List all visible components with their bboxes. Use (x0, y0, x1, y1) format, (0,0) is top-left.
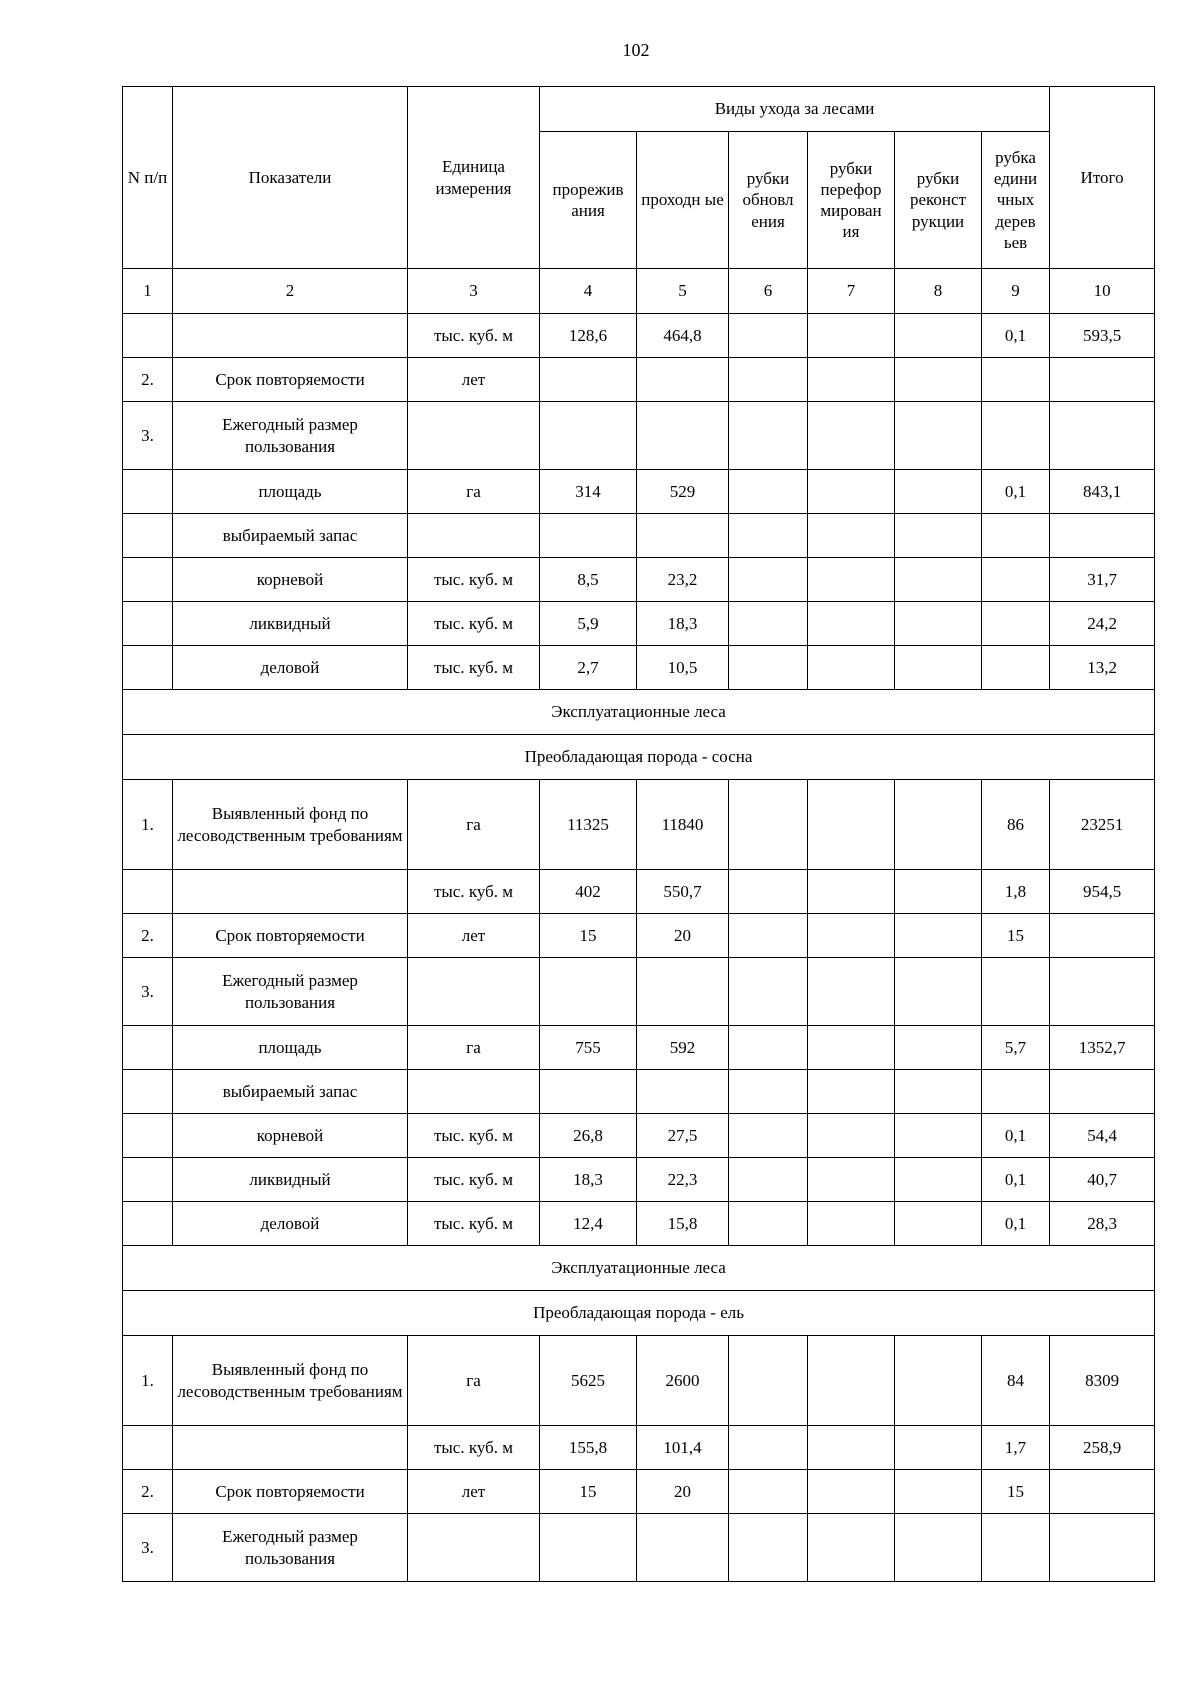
table-cell: 40,7 (1050, 1158, 1155, 1202)
table-cell (895, 514, 982, 558)
table-cell (729, 1336, 808, 1426)
table-cell (1050, 958, 1155, 1026)
table-cell: 54,4 (1050, 1114, 1155, 1158)
table-cell (729, 1070, 808, 1114)
table-cell: 84 (982, 1336, 1050, 1426)
table-cell (637, 1070, 729, 1114)
table-cell (729, 1514, 808, 1582)
table-cell (808, 358, 895, 402)
table-cell: 15 (982, 1470, 1050, 1514)
table-cell (808, 646, 895, 690)
table-row (123, 870, 1155, 914)
table-cell: 5,9 (540, 602, 637, 646)
table-cell (1050, 1070, 1155, 1114)
header-care-type: рубка едини чных дерев ьев (982, 132, 1050, 269)
table-cell (1050, 1514, 1155, 1582)
table-cell (729, 558, 808, 602)
table-cell: тыс. куб. м (408, 314, 540, 358)
table-cell (123, 1114, 173, 1158)
table-cell: 529 (637, 470, 729, 514)
table-cell: 11840 (637, 780, 729, 870)
table-row (123, 958, 1155, 1026)
table-cell: 1. (123, 1336, 173, 1426)
table-cell (637, 958, 729, 1026)
table-row (123, 914, 1155, 958)
table-cell (982, 402, 1050, 470)
table-cell (408, 1514, 540, 1582)
table-cell (173, 1426, 408, 1470)
table-cell (123, 470, 173, 514)
section-title: Преобладающая порода - сосна (123, 735, 1155, 780)
table-row (123, 514, 1155, 558)
table-cell (1050, 402, 1155, 470)
table-cell: площадь (173, 470, 408, 514)
header-indicators: Показатели (173, 87, 408, 269)
table-cell (729, 914, 808, 958)
table-cell (982, 514, 1050, 558)
table-cell: 28,3 (1050, 1202, 1155, 1246)
table-cell: 3. (123, 958, 173, 1026)
section-row (123, 690, 1155, 735)
table-cell (729, 1470, 808, 1514)
table-cell: тыс. куб. м (408, 646, 540, 690)
table-cell (982, 602, 1050, 646)
table-cell: 15 (540, 914, 637, 958)
section-title: Преобладающая порода - ель (123, 1291, 1155, 1336)
table-cell: 843,1 (1050, 470, 1155, 514)
table-cell (173, 314, 408, 358)
table-cell: 2. (123, 358, 173, 402)
section-row (123, 735, 1155, 780)
table-cell: 11325 (540, 780, 637, 870)
table-cell: 18,3 (637, 602, 729, 646)
table-cell: деловой (173, 646, 408, 690)
section-row (123, 1246, 1155, 1291)
table-row (123, 1426, 1155, 1470)
table-cell: Ежегодный размер пользования (173, 1514, 408, 1582)
table-cell (540, 1070, 637, 1114)
table-cell (123, 514, 173, 558)
table-cell: 86 (982, 780, 1050, 870)
table-cell: корневой (173, 1114, 408, 1158)
table-cell (808, 1202, 895, 1246)
header-num: N п/п (123, 87, 173, 269)
table-cell: тыс. куб. м (408, 1158, 540, 1202)
table-cell: Ежегодный размер пользования (173, 958, 408, 1026)
table-row (123, 558, 1155, 602)
table-cell: 128,6 (540, 314, 637, 358)
table-cell: тыс. куб. м (408, 602, 540, 646)
table-cell (729, 602, 808, 646)
table-cell: Ежегодный размер пользования (173, 402, 408, 470)
table-cell: 15 (540, 1470, 637, 1514)
table-cell (982, 1514, 1050, 1582)
column-number: 8 (895, 269, 982, 314)
table-cell: 592 (637, 1026, 729, 1070)
table-cell: 22,3 (637, 1158, 729, 1202)
table-cell: лет (408, 358, 540, 402)
table-cell (808, 1114, 895, 1158)
table-cell (1050, 358, 1155, 402)
table-cell (808, 1514, 895, 1582)
section-title: Эксплуатационные леса (123, 690, 1155, 735)
table-cell (982, 958, 1050, 1026)
table-cell (808, 1026, 895, 1070)
table-row (123, 314, 1155, 358)
table-cell (982, 358, 1050, 402)
table-cell: тыс. куб. м (408, 1202, 540, 1246)
table-cell (729, 780, 808, 870)
table-cell (637, 514, 729, 558)
table-cell (637, 402, 729, 470)
table-cell (895, 870, 982, 914)
table-cell (729, 958, 808, 1026)
table-cell: 464,8 (637, 314, 729, 358)
table-cell: 0,1 (982, 314, 1050, 358)
table-cell: 2,7 (540, 646, 637, 690)
table-cell (895, 1336, 982, 1426)
table-cell: 12,4 (540, 1202, 637, 1246)
table-cell: тыс. куб. м (408, 1426, 540, 1470)
table-cell: 27,5 (637, 1114, 729, 1158)
column-number: 9 (982, 269, 1050, 314)
table-cell: 15 (982, 914, 1050, 958)
table-cell (729, 314, 808, 358)
header-care-type: прорежив ания (540, 132, 637, 269)
table-cell: 593,5 (1050, 314, 1155, 358)
table-cell: корневой (173, 558, 408, 602)
table-cell: 0,1 (982, 470, 1050, 514)
table-cell (895, 1514, 982, 1582)
table-cell (895, 780, 982, 870)
table-row (123, 1202, 1155, 1246)
table-cell (895, 314, 982, 358)
table-cell: 20 (637, 1470, 729, 1514)
table-cell (540, 514, 637, 558)
table-cell (808, 470, 895, 514)
table-cell: 1352,7 (1050, 1026, 1155, 1070)
header-total: Итого (1050, 87, 1155, 269)
table-cell (982, 558, 1050, 602)
table-cell: 314 (540, 470, 637, 514)
table-cell: 402 (540, 870, 637, 914)
table-cell (895, 1202, 982, 1246)
table-cell (895, 1070, 982, 1114)
table-cell: Срок повторяемости (173, 358, 408, 402)
table-cell (808, 1470, 895, 1514)
column-number: 3 (408, 269, 540, 314)
table-cell (895, 1114, 982, 1158)
table-cell (729, 1114, 808, 1158)
table-cell: 15,8 (637, 1202, 729, 1246)
table-cell: га (408, 1336, 540, 1426)
table-cell: 0,1 (982, 1202, 1050, 1246)
table-cell (808, 602, 895, 646)
table-row (123, 1070, 1155, 1114)
table-cell (123, 602, 173, 646)
table-cell (123, 646, 173, 690)
table-cell (808, 402, 895, 470)
table-cell: 31,7 (1050, 558, 1155, 602)
table-cell: 258,9 (1050, 1426, 1155, 1470)
table-cell: ликвидный (173, 1158, 408, 1202)
table-cell: 5625 (540, 1336, 637, 1426)
section-row (123, 1291, 1155, 1336)
column-number: 4 (540, 269, 637, 314)
table-cell: 755 (540, 1026, 637, 1070)
table-cell (808, 1158, 895, 1202)
column-number: 6 (729, 269, 808, 314)
table-cell: 2. (123, 914, 173, 958)
table-cell (808, 558, 895, 602)
table-cell (808, 958, 895, 1026)
table-cell (729, 514, 808, 558)
column-number: 2 (173, 269, 408, 314)
table-cell: 1,7 (982, 1426, 1050, 1470)
table-cell: га (408, 470, 540, 514)
table-cell: тыс. куб. м (408, 870, 540, 914)
table-cell: Выявленный фонд по лесоводственным требованиям (173, 1336, 408, 1426)
table-row (123, 646, 1155, 690)
header-care-type: проходн ые (637, 132, 729, 269)
table-row (123, 1026, 1155, 1070)
table-cell (408, 1070, 540, 1114)
table-cell (729, 1026, 808, 1070)
table-body (123, 314, 1155, 1582)
table-cell (895, 646, 982, 690)
table-cell (808, 1070, 895, 1114)
table-cell (123, 1426, 173, 1470)
header-care-type: рубки перефор мирован ия (808, 132, 895, 269)
table-cell: 2. (123, 1470, 173, 1514)
table-cell (895, 1470, 982, 1514)
table-cell (729, 1158, 808, 1202)
table-cell: тыс. куб. м (408, 1114, 540, 1158)
table-cell (808, 780, 895, 870)
section-title: Эксплуатационные леса (123, 1246, 1155, 1291)
table-cell (808, 1426, 895, 1470)
table-cell: га (408, 780, 540, 870)
table-row (123, 402, 1155, 470)
table-cell: 10,5 (637, 646, 729, 690)
table-cell (808, 914, 895, 958)
table-cell (808, 514, 895, 558)
table-cell: 8,5 (540, 558, 637, 602)
table-cell (895, 1158, 982, 1202)
header-care-types-group: Виды ухода за лесами (540, 87, 1050, 132)
table-cell (123, 1026, 173, 1070)
table-cell: 954,5 (1050, 870, 1155, 914)
table-cell (895, 402, 982, 470)
table-cell: площадь (173, 1026, 408, 1070)
table-cell (729, 402, 808, 470)
table-cell (729, 1202, 808, 1246)
table-cell: 13,2 (1050, 646, 1155, 690)
table-cell: 0,1 (982, 1158, 1050, 1202)
header-care-type: рубки реконст рукции (895, 132, 982, 269)
table-cell (540, 358, 637, 402)
table-cell (729, 870, 808, 914)
column-number: 10 (1050, 269, 1155, 314)
table-row (123, 602, 1155, 646)
table-cell (408, 514, 540, 558)
table-cell (123, 314, 173, 358)
page-number: 102 (622, 40, 650, 60)
table-cell: Срок повторяемости (173, 1470, 408, 1514)
table-cell: 8309 (1050, 1336, 1155, 1426)
table-cell: 3. (123, 1514, 173, 1582)
table-cell: 3. (123, 402, 173, 470)
table-cell: деловой (173, 1202, 408, 1246)
table-cell (1050, 914, 1155, 958)
table-cell (540, 1514, 637, 1582)
table-cell (808, 870, 895, 914)
column-number-row (123, 269, 1155, 314)
table-cell: ликвидный (173, 602, 408, 646)
forest-care-table (122, 86, 1155, 1582)
column-number: 5 (637, 269, 729, 314)
table-cell (895, 914, 982, 958)
table-row (123, 1470, 1155, 1514)
table-cell: 2600 (637, 1336, 729, 1426)
table-cell: 26,8 (540, 1114, 637, 1158)
table-cell: тыс. куб. м (408, 558, 540, 602)
table-cell: 20 (637, 914, 729, 958)
table-cell (408, 402, 540, 470)
table-cell (895, 602, 982, 646)
table-cell (982, 1070, 1050, 1114)
table-cell: 155,8 (540, 1426, 637, 1470)
table-cell (123, 870, 173, 914)
table-cell: га (408, 1026, 540, 1070)
table-cell: выбираемый запас (173, 514, 408, 558)
table-cell (729, 646, 808, 690)
table-cell (895, 1026, 982, 1070)
header-care-type: рубки обновл ения (729, 132, 808, 269)
table-cell: Выявленный фонд по лесоводственным требованиям (173, 780, 408, 870)
table-cell (895, 470, 982, 514)
table-cell (729, 1426, 808, 1470)
header-unit: Единица измерения (408, 87, 540, 269)
table-cell (123, 558, 173, 602)
table-cell: 24,2 (1050, 602, 1155, 646)
table-row (123, 1514, 1155, 1582)
table-cell: 101,4 (637, 1426, 729, 1470)
table-row (123, 1158, 1155, 1202)
table-cell (1050, 514, 1155, 558)
table-row (123, 780, 1155, 870)
table-cell (982, 646, 1050, 690)
table-cell (895, 958, 982, 1026)
table-cell: лет (408, 1470, 540, 1514)
table-cell (895, 1426, 982, 1470)
table-row (123, 470, 1155, 514)
table-cell: выбираемый запас (173, 1070, 408, 1114)
table-cell (408, 958, 540, 1026)
table-cell (729, 358, 808, 402)
table-cell: 550,7 (637, 870, 729, 914)
column-number: 7 (808, 269, 895, 314)
table-cell (540, 402, 637, 470)
table-cell (729, 470, 808, 514)
table-cell: 5,7 (982, 1026, 1050, 1070)
table-cell: 1. (123, 780, 173, 870)
table-cell (123, 1070, 173, 1114)
table-cell: 18,3 (540, 1158, 637, 1202)
column-number: 1 (123, 269, 173, 314)
table-cell (123, 1158, 173, 1202)
table-cell (808, 314, 895, 358)
table-cell (1050, 1470, 1155, 1514)
table-row (123, 358, 1155, 402)
table-cell (173, 870, 408, 914)
table-cell: 1,8 (982, 870, 1050, 914)
table-row (123, 1114, 1155, 1158)
table-row (123, 1336, 1155, 1426)
table-cell: лет (408, 914, 540, 958)
table-cell: Срок повторяемости (173, 914, 408, 958)
table-cell (123, 1202, 173, 1246)
table-cell (637, 358, 729, 402)
table-cell: 0,1 (982, 1114, 1050, 1158)
table-cell (808, 1336, 895, 1426)
table-cell (895, 358, 982, 402)
table-cell: 23251 (1050, 780, 1155, 870)
table-cell (895, 558, 982, 602)
table-cell: 23,2 (637, 558, 729, 602)
table-cell (637, 1514, 729, 1582)
table-cell (540, 958, 637, 1026)
